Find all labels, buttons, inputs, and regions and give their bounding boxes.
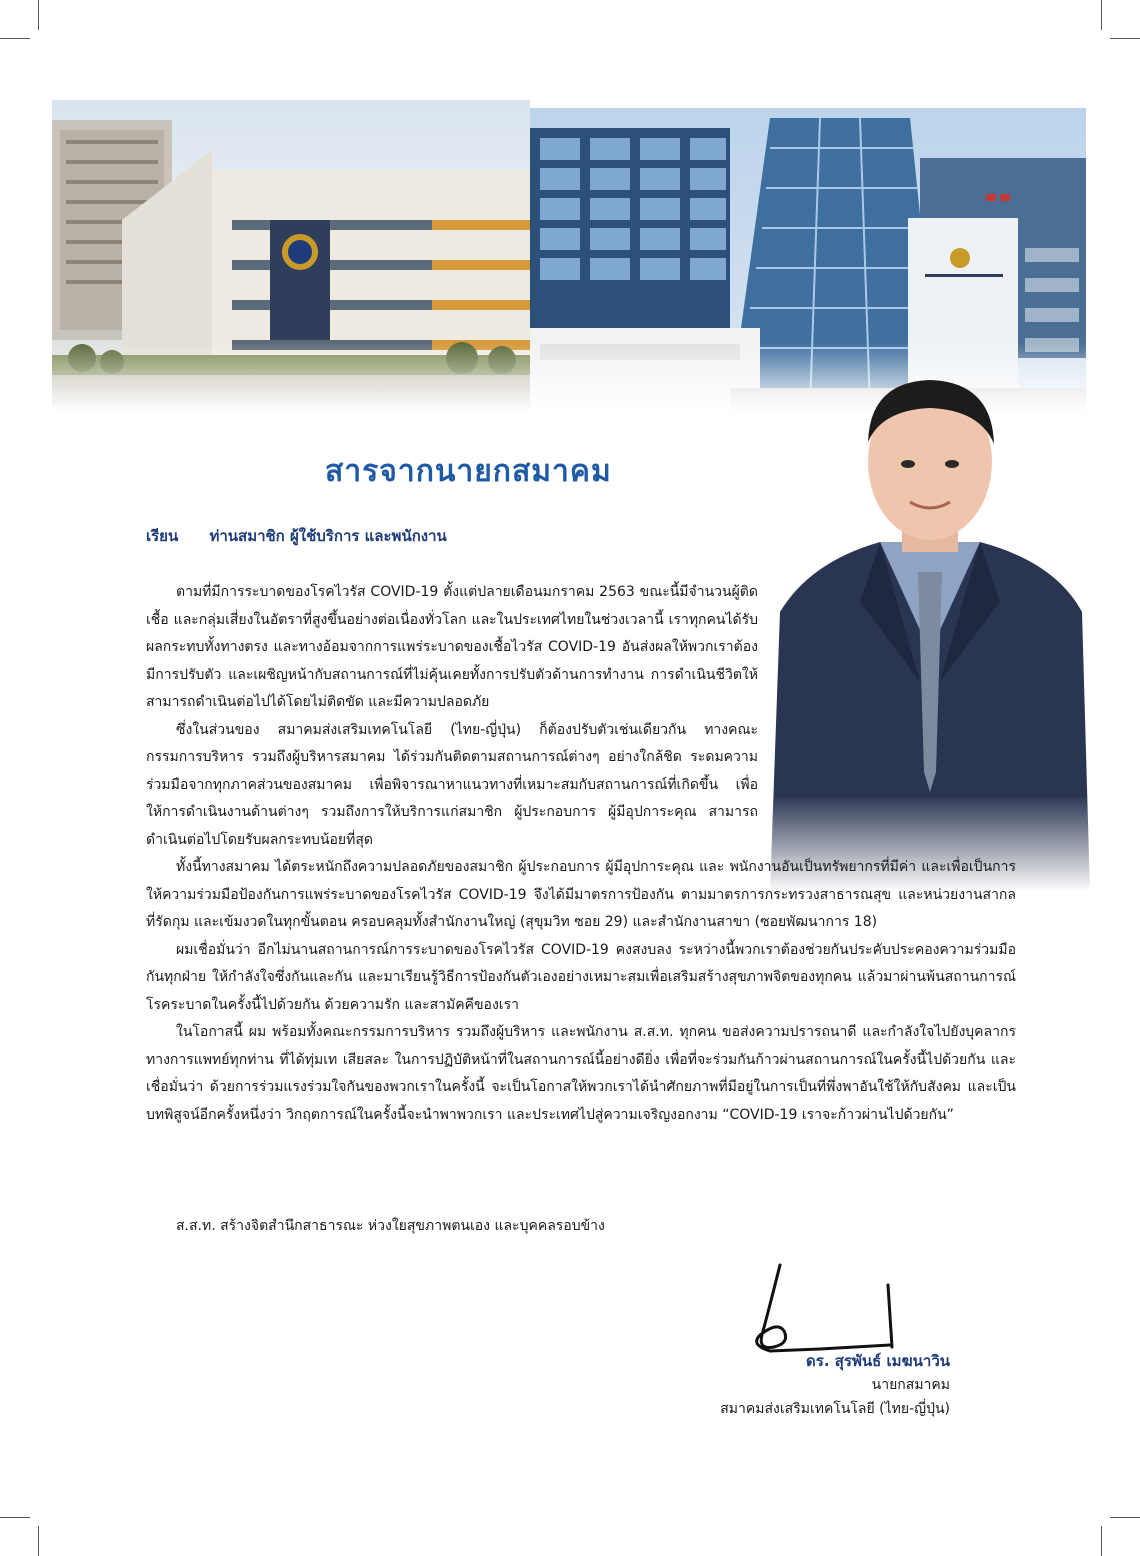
crop-mark: [1110, 1517, 1140, 1518]
crop-mark: [0, 38, 30, 39]
body-paragraph: ตามที่มีการระบาดของโรคไวรัส COVID-19 ตั้งแต่ปลายเดือนมกราคม 2563 ขณะนี้มีจำนวนผู้ติดเชื้อ และกลุ่มเสี่ยงในอัตราที่สูงขึ้นอย่างต่อเนื่องทั่วโลก และในประเทศไทยในช่วงเวลานี้ เราทุกคนได้รับผลกระทบทั้งทางตรง และทางอ้อมจากการแพร่ระบาดของเชื้อไวรัส COVID-19 อันส่งผลให้พวกเราต้องมีการปรับตัว และเผชิญหน้ากับสถานการณ์ที่ไม่คุ้นเคยทั้งการปรับตัวด้านการทำงาน การดำเนินชีวิตให้สามารถดำเนินต่อไปได้โดยไม่ติดขัด และมีความปลอดภัย: [146, 584, 758, 710]
crop-mark: [38, 1526, 39, 1556]
letter-body: [146, 579, 1016, 1129]
salutation-label: เรียน: [146, 527, 179, 545]
handwritten-signature: [740, 1255, 905, 1360]
crop-mark: [38, 0, 39, 30]
crop-mark: [1101, 0, 1102, 30]
crop-mark: [0, 1517, 30, 1518]
body-paragraph: ทั้งนี้ทางสมาคม ได้ตระหนักถึงความปลอดภัยของสมาชิก ผู้ประกอบการ ผู้มีอุปการะคุณ และ พนักงานอันเป็นทรัพยากรที่มีค่า และเพื่อเป็นการให้ความร่วมมือป้องกันการแพร่ระบาดของโรคไวรัส COVID-19 จึงได้มีมาตรการป้องกัน ตามมาตรการกระทรวงสาธารณสุข และหน่วยงานสากล ที่รัดกุม และเข้มงวดในทุกขั้นตอน ครอบคลุมทั้งสำนักงานใหญ่ (สุขุมวิท ซอย 29) และสำนักงานสาขา (ซอยพัฒนาการ 18): [146, 859, 1016, 930]
body-paragraph: ซึ่งในส่วนของ สมาคมส่งเสริมเทคโนโลยี (ไทย-ญี่ปุ่น) ก็ต้องปรับตัวเช่นเดียวกัน ทางคณะกรรมการบริหาร รวมถึงผู้บริหารสมาคม ได้ร่วมกันติดตามสถานการณ์ต่างๆ อย่างใกล้ชิด ระดมความร่วมมือจากทุกภาคส่วนของสมาคม เพื่อพิจารณาหาแนวทางที่เหมาะสมกับสถานการณ์ที่เกิดขึ้น เพื่อให้การดำเนินงานด้านต่างๆ รวมถึงการให้บริการแก่สมาชิก ผู้ประกอบการ ผู้มีอุปการะคุณ สามารถดำเนินต่อไปโดยรับผลกระทบน้อยที่สุด: [146, 721, 758, 848]
body-paragraph: ผมเชื่อมั่นว่า อีกไม่นานสถานการณ์การระบาดของโรคไวรัส COVID-19 คงสงบลง ระหว่างนี้พวกเราต้องช่วยกันประคับประคองความร่วมมือกันทุกฝ่าย ให้กำลังใจซึ่งกันและกัน และมาเรียนรู้วิธีการป้องกันตัวเองอย่างเหมาะสมเพื่อเสริมสร้างสุขภาพจิตของทุกคน แล้วมาผ่านพ้นสถานการณ์โรคระบาดในครั้งนี้ไปด้วยกัน ด้วยความรัก และสามัคคีของเรา: [146, 941, 1016, 1013]
signer-block: [720, 1349, 950, 1421]
page-title: สารจากนายกสมาคม: [325, 454, 612, 489]
salutation-recipients: ท่านสมาชิก ผู้ใช้บริการ และพนักงาน: [209, 527, 447, 545]
salutation: [146, 524, 447, 548]
signer-name: ดร. สุรพันธ์ เมฆนาวิน: [806, 1352, 950, 1370]
body-paragraph: ในโอกาสนี้ ผม พร้อมทั้งคณะกรรมการบริหาร รวมถึงผู้บริหาร และพนักงาน ส.ส.ท. ทุกคน ขอส่งความปรารถนาดี และกำลังใจไปยังบุคลากรทางการแพทย์ทุกท่าน ที่ได้ทุ่มเท เสียสละ ในการปฏิบัติหน้าที่ในสถานการณ์นี้อย่างดียิ่ง เพื่อที่จะร่วมกันก้าวผ่านสถานการณ์ในครั้งนี้ไปด้วยกัน และเชื่อมั่นว่า ด้วยการร่วมแรงร่วมใจกันของพวกเราในครั้งนี้ จะเป็นโอกาสให้พวกเราได้นำศักยภาพที่มีอยู่ในการเป็นที่พึ่งพาอันใช้ให้กับสังคม และเป็นบทพิสูจน์อีกครั้งหนึ่งว่า วิกฤตการณ์ในครั้งนี้จะนำพาพวกเรา และประเทศไปสู่ความเจริญงอกงาม “COVID-19 เราจะก้าวผ่านไปด้วยกัน”: [146, 1024, 1016, 1123]
crop-mark: [1101, 1526, 1102, 1556]
signer-position: นายกสมาคม: [871, 1377, 950, 1393]
crop-mark: [1110, 38, 1140, 39]
signer-organization: สมาคมส่งเสริมเทคโนโลยี (ไทย-ญี่ปุ่น): [720, 1401, 950, 1417]
closing-line: ส.ส.ท. สร้างจิตสำนึกสาธารณะ ห่วงใยสุขภาพตนเอง และบุคคลรอบข้าง: [176, 1218, 605, 1234]
headquarters-building-photo: [52, 100, 530, 412]
